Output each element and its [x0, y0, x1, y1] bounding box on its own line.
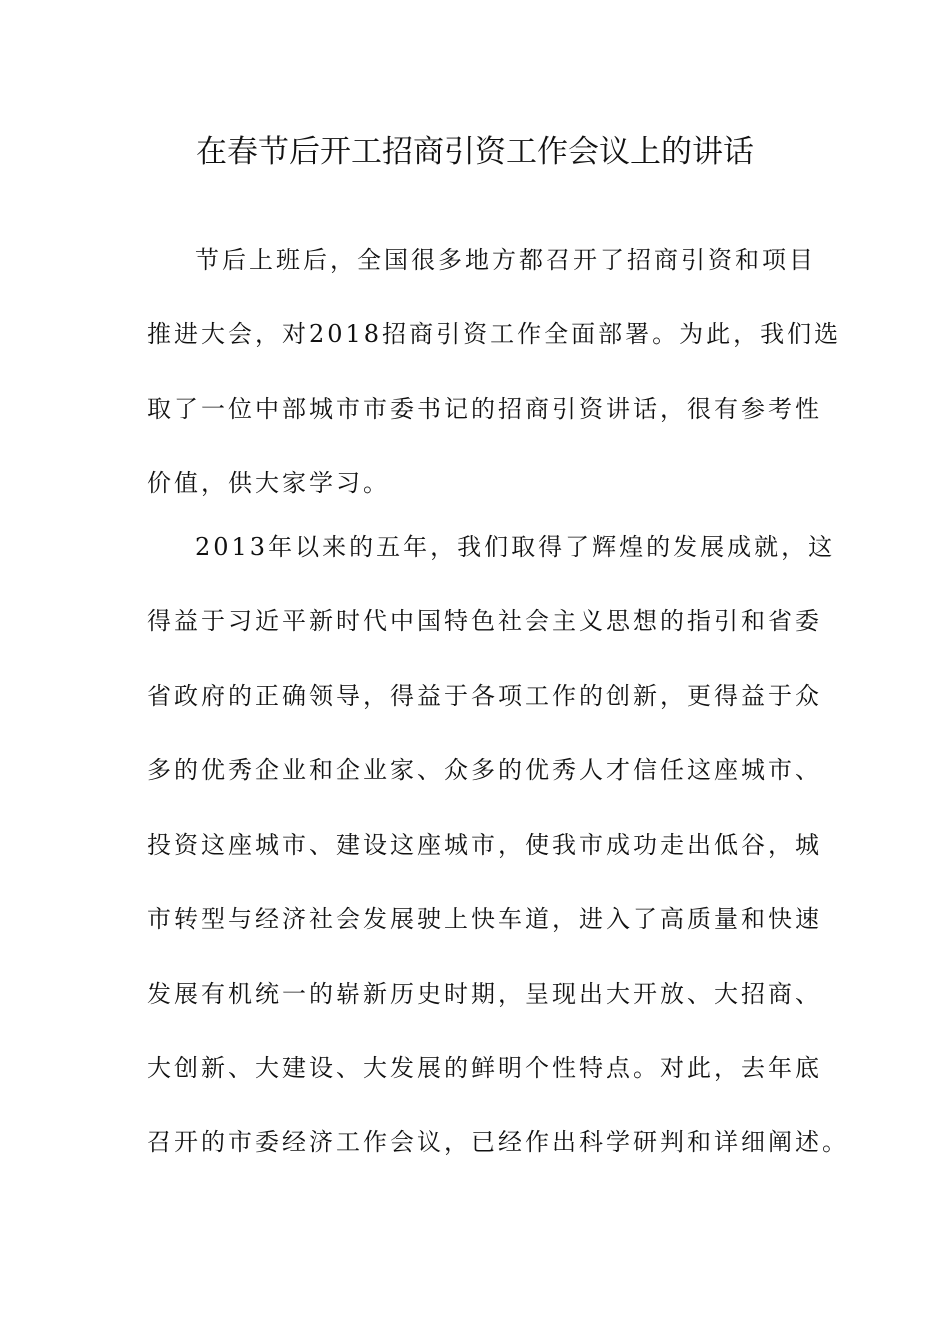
paragraph-line: 发展有机统一的崭新历史时期，呈现出大开放、大招商、	[147, 980, 822, 1008]
paragraph-line: 节后上班后，全国很多地方都召开了招商引资和项目	[195, 246, 816, 274]
paragraph-line: 投资这座城市、建设这座城市，使我市成功走出低谷，城	[147, 831, 822, 859]
paragraph-line: 价值，供大家学习。	[147, 469, 390, 497]
document-title: 在春节后开工招商引资工作会议上的讲话	[196, 134, 754, 170]
paragraph-line: 得益于习近平新时代中国特色社会主义思想的指引和省委	[147, 607, 822, 635]
paragraph-line: 推进大会，对2018招商引资工作全面部署。为此，我们选	[147, 320, 842, 348]
paragraph-line: 市转型与经济社会发展驶上快车道，进入了高质量和快速	[147, 905, 822, 933]
paragraph-line: 大创新、大建设、大发展的鲜明个性特点。对此，去年底	[147, 1054, 822, 1082]
paragraph-line: 多的优秀企业和企业家、众多的优秀人才信任这座城市、	[147, 756, 822, 784]
paragraph-line: 2013年以来的五年，我们取得了辉煌的发展成就，这	[195, 533, 836, 561]
paragraph-line: 取了一位中部城市市委书记的招商引资讲话，很有参考性	[147, 395, 822, 423]
paragraph-line: 省政府的正确领导，得益于各项工作的创新，更得益于众	[147, 682, 822, 710]
paragraph-line: 召开的市委经济工作会议，已经作出科学研判和详细阐述。	[147, 1128, 849, 1156]
